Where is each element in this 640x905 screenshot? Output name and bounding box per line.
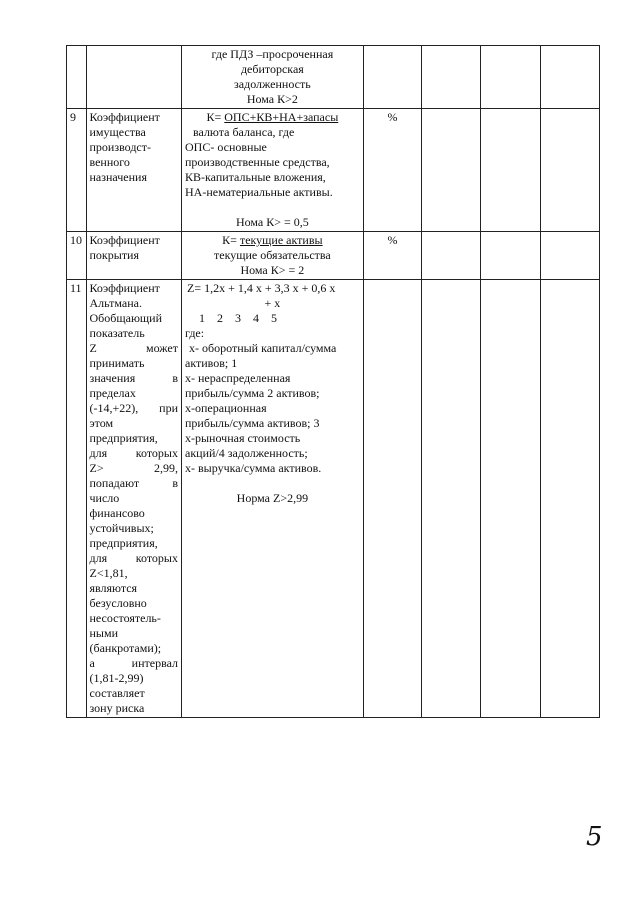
name-line: имущества (89, 125, 146, 139)
page-number: 5 (586, 822, 603, 852)
formula-line: задолженность (234, 77, 311, 91)
name-line: число (89, 491, 120, 505)
name-line: этом (89, 416, 114, 430)
formula-norm: Нома К>2 (246, 92, 298, 106)
formula-line: х- оборотный капитал/сумма (189, 341, 337, 355)
empty-cell (541, 280, 600, 718)
formula-head-plain: К= (222, 233, 240, 247)
formula-line: ОПС- основные (185, 140, 267, 154)
formula-head (185, 110, 360, 125)
empty-cell (422, 46, 481, 109)
empty-cell (541, 46, 600, 109)
formula-cell (182, 46, 364, 109)
name-line: Коэффициент (89, 233, 160, 247)
indicator-table (66, 45, 600, 718)
formula-line: прибыль/сумма активов; 3 (185, 416, 320, 430)
formula-line: акций/4 задолженность; (185, 446, 308, 460)
formula-head: Z= 1,2x + 1,4 x + 3,3 x + 0,6 x (187, 281, 336, 295)
indicator-name (86, 232, 182, 280)
formula-numerator: текущие активы (239, 233, 323, 247)
spacer (185, 200, 360, 215)
name-line: Обобщающий (89, 311, 162, 325)
formula-line: активов; 1 (185, 356, 238, 370)
formula-line: + x (264, 296, 281, 310)
unit-cell: % (363, 232, 422, 280)
name-line: составляет (89, 686, 145, 700)
formula-line: х-операционная (185, 401, 267, 415)
unit-cell: % (363, 109, 422, 232)
name-line: покрытия (89, 248, 139, 262)
name-line: Z> 2,99, (89, 461, 178, 475)
unit-cell (363, 46, 422, 109)
row-number (67, 46, 87, 109)
name-line: зону риска (89, 701, 145, 715)
name-line: (1,81-2,99) (89, 671, 144, 685)
formula-norm: Нома К> = 0,5 (235, 215, 309, 229)
name-line: значения в (89, 371, 178, 385)
empty-cell (480, 280, 541, 718)
formula-line: где: (185, 326, 205, 340)
name-line: (банкротами); (89, 641, 162, 655)
name-line: ными (89, 626, 118, 640)
indicator-name (86, 280, 182, 718)
formula-indices: 1 2 3 4 5 (199, 311, 277, 325)
formula-line: где ПДЗ –просроченная (211, 47, 334, 61)
name-line: венного (89, 155, 130, 169)
formula-line: прибыль/сумма 2 активов; (185, 386, 320, 400)
formula-line: х- выручка/сумма активов. (185, 461, 322, 475)
formula-norm: Нома К> = 2 (240, 263, 305, 277)
formula-head (185, 233, 360, 248)
empty-cell (422, 232, 481, 280)
table-row (67, 280, 600, 718)
name-line: безусловно (89, 596, 147, 610)
name-line: Z может (89, 341, 178, 355)
name-line: (-14,+22), при (89, 401, 178, 415)
empty-cell (480, 232, 541, 280)
name-line: Коэффициент (89, 110, 160, 124)
formula-line: НА-нематериальные активы. (185, 185, 333, 199)
name-line: Коэффициент (89, 281, 160, 295)
table-row (67, 46, 600, 109)
row-number: 11 (67, 280, 87, 718)
formula-norm: Норма Z>2,99 (236, 491, 309, 505)
name-line: попадают в (89, 476, 178, 490)
formula-numerator: ОПС+КВ+НА+запасы (224, 110, 339, 124)
row-number: 9 (67, 109, 87, 232)
formula-line: валюта баланса, где (193, 125, 295, 139)
name-line: устойчивых; (89, 521, 154, 535)
name-line: назначения (89, 170, 147, 184)
formula-line: х- нераспределенная (185, 371, 291, 385)
table-row (67, 232, 600, 280)
name-line: предприятия, (89, 431, 158, 445)
table-row (67, 109, 600, 232)
name-line: несостоятель- (89, 611, 161, 625)
name-line: предприятия, (89, 536, 158, 550)
empty-cell (480, 109, 541, 232)
formula-cell (182, 280, 364, 718)
indicator-name (86, 109, 182, 232)
name-line: пределах (89, 386, 136, 400)
name-line: Z<1,81, (89, 566, 128, 580)
indicator-name (86, 46, 182, 109)
name-line: финансово (89, 506, 145, 520)
name-line: для которых (89, 551, 178, 565)
name-line: принимать (89, 356, 145, 370)
name-line: показатель (89, 326, 145, 340)
empty-cell (541, 109, 600, 232)
name-line: являются (89, 581, 138, 595)
formula-line: текущие обязательства (214, 248, 331, 262)
row-number: 10 (67, 232, 87, 280)
name-line: для которых (89, 446, 178, 460)
spacer (185, 476, 360, 491)
name-line: а интервал (89, 656, 178, 670)
formula-line: х-рыночная стоимость (185, 431, 301, 445)
empty-cell (541, 232, 600, 280)
formula-cell (182, 109, 364, 232)
formula-line: КВ-капитальные вложения, (185, 170, 326, 184)
empty-cell (480, 46, 541, 109)
name-line: производст- (89, 140, 151, 154)
formula-line: дебиторская (240, 62, 304, 76)
empty-cell (422, 280, 481, 718)
name-line: Альтмана. (89, 296, 142, 310)
empty-cell (422, 109, 481, 232)
unit-cell (363, 280, 422, 718)
formula-head-plain: К= (206, 110, 225, 124)
formula-cell (182, 232, 364, 280)
formula-line: производственные средства, (185, 155, 330, 169)
